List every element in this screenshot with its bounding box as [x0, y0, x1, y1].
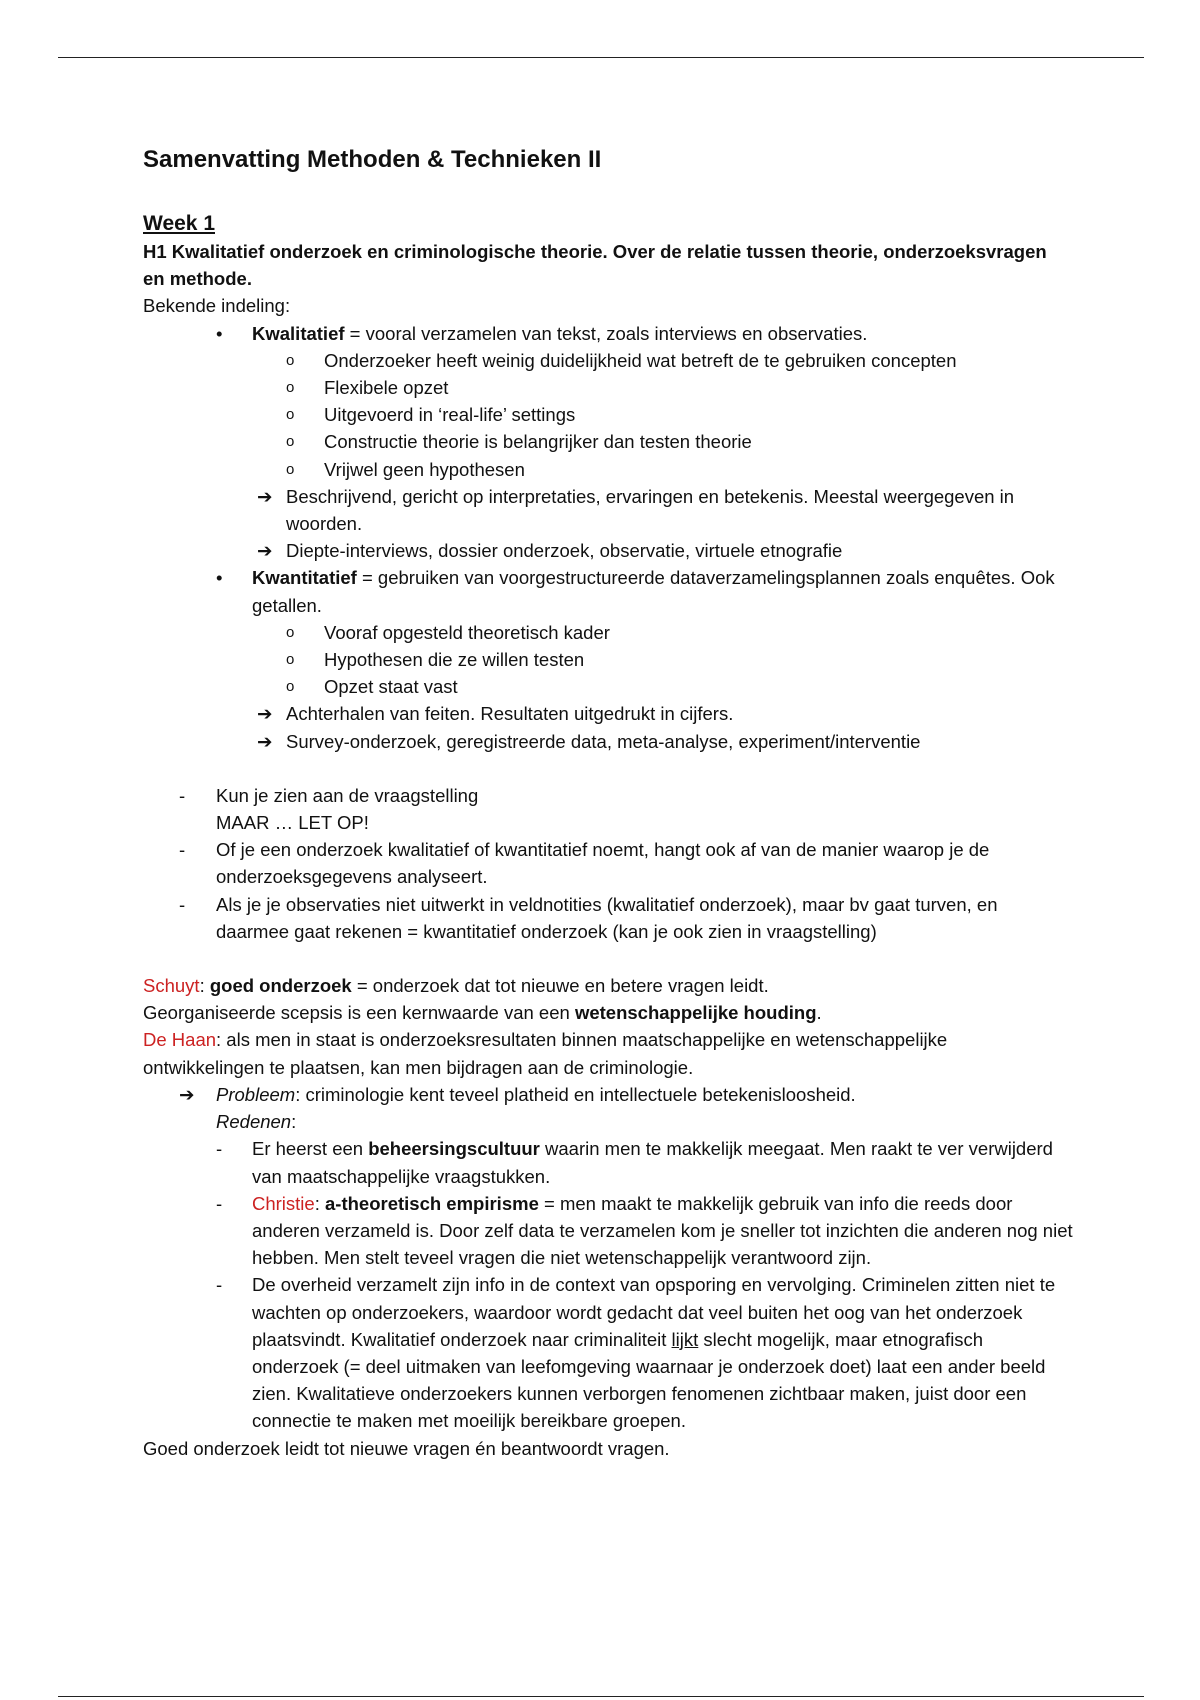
arrow-item: ➔ Beschrijvend, gericht op interpretaties, ervaringen en betekenis. Meestal weergegeven in woorden.: [143, 483, 1073, 537]
circle-bullet-icon: o: [286, 678, 295, 696]
dash-bullet-icon: -: [179, 784, 186, 806]
dehaan-paragraph: De Haan: als men in staat is onderzoeksresultaten binnen maatschappelijke en wetenschappelijke ontwikkelingen te plaatsen, kan men bijdragen aan de criminologie.: [143, 1029, 948, 1078]
document-body: [143, 140, 1073, 1462]
def-kwantitatief: = gebruiken van voorgestructureerde dataverzamelingsplannen zoals enquêtes. Ook getallen.: [252, 567, 1055, 616]
schuyt-paragraph: Schuyt: goed onderzoek = onderzoek dat tot nieuwe en betere vragen leidt.: [143, 975, 769, 997]
list-item: o Vrijwel geen hypothesen: [143, 456, 1073, 483]
circle-bullet-icon: o: [286, 433, 295, 451]
dash-bullet-icon: -: [216, 1274, 223, 1296]
list-item: o Flexibele opzet: [143, 374, 1073, 401]
circle-bullet-icon: o: [286, 379, 295, 397]
term-kwalitatief: Kwalitatief: [252, 322, 345, 344]
arrow-right-icon: ➔: [179, 1083, 195, 1105]
list-item: o Uitgevoerd in ‘real-life’ settings: [143, 401, 1073, 428]
author-christie: Christie: [252, 1192, 315, 1214]
footer-rule: [58, 1696, 1144, 1697]
arrow-right-icon: ➔: [257, 730, 273, 752]
arrow-right-icon: ➔: [257, 703, 273, 725]
arrow-item: ➔ Diepte-interviews, dossier onderzoek, observatie, virtuele etnografie: [143, 537, 1073, 564]
reason-item: - De overheid verzamelt zijn info in de context van opsporing en vervolging. Criminelen zitten niet te wachten op onderzoekers, waardoor wordt gedacht dat veel buiten het oog van het onderzoek plaatsvindt. Kwalitatief onderzoek naar criminaliteit lijkt slecht mogelijk, maar etnografisch onderzoek (= deel uitmaken van leefomgeving waarnaar je onderzoek doet) laat een ander beeld zien. Kwalitatieve onderzoekers kunnen verborgen fenomenen zichtbaar maken, juist door een connectie te maken met moeilijk bereikbare groepen.: [143, 1271, 1073, 1434]
circle-bullet-icon: o: [286, 623, 295, 641]
note-item: - Kun je zien aan de vraagstelling MAAR … LET OP!: [143, 782, 1073, 836]
author-de-haan: De Haan: [143, 1029, 217, 1051]
author-schuyt: Schuyt: [143, 975, 200, 997]
arrow-item: ➔ Survey-onderzoek, geregistreerde data, meta-analyse, experiment/interventie: [143, 728, 1073, 755]
def-kwalitatief: = vooral verzamelen van tekst, zoals interviews en observaties.: [344, 322, 868, 344]
circle-bullet-icon: o: [286, 351, 295, 369]
list-item: o Opzet staat vast: [143, 673, 1073, 700]
dash-bullet-icon: -: [179, 839, 186, 861]
reason-item: - Er heerst een beheersingscultuur waarin men te makkelijk meegaat. Men raakt te ver verwijderd van maatschappelijke vraagstukken.: [143, 1135, 1073, 1189]
intro-text: Bekende indeling:: [143, 295, 291, 317]
circle-bullet-icon: o: [286, 651, 295, 669]
header-rule: [58, 57, 1144, 58]
chapter-heading: H1 Kwalitatief onderzoek en criminologische theorie. Over de relatie tussen theorie, onderzoeksvragen en methode.: [143, 241, 1047, 290]
circle-bullet-icon: o: [286, 460, 295, 478]
probleem-item: ➔ Probleem: criminologie kent teveel platheid en intellectuele betekenisloosheid. Redenen:: [143, 1081, 1073, 1135]
circle-bullet-icon: o: [286, 406, 295, 424]
bullet-dot-icon: •: [216, 567, 223, 589]
dash-bullet-icon: -: [216, 1138, 223, 1160]
closing-text: Goed onderzoek leidt tot nieuwe vragen én beantwoordt vragen.: [143, 1437, 670, 1459]
list-item: o Vooraf opgesteld theoretisch kader: [143, 619, 1073, 646]
term-kwantitatief: Kwantitatief: [252, 567, 357, 589]
scepsis-paragraph: Georganiseerde scepsis is een kernwaarde van een wetenschappelijke houding.: [143, 1002, 822, 1024]
arrow-right-icon: ➔: [257, 485, 273, 507]
reason-item: - Christie: a-theoretisch empirisme = men maakt te makkelijk gebruik van info die reeds door anderen verzameld is. Door zelf data te verzamelen kom je sneller tot inzichten die anderen nog niet hebben. Men stelt teveel vragen die niet wetenschappelijk verantwoord zijn.: [143, 1190, 1073, 1272]
week-heading: Week 1: [143, 212, 215, 235]
dash-bullet-icon: -: [179, 893, 186, 915]
page-title: Samenvatting Methoden & Technieken II: [143, 146, 602, 173]
note-item: - Als je je observaties niet uitwerkt in veldnotities (kwalitatief onderzoek), maar bv gaat turven, en daarmee gaat rekenen = kwantitatief onderzoek (kan je ook zien in vraagstelling): [143, 891, 1073, 945]
list-item: o Hypothesen die ze willen testen: [143, 646, 1073, 673]
arrow-item: ➔ Achterhalen van feiten. Resultaten uitgedrukt in cijfers.: [143, 700, 1073, 727]
bullet-dot-icon: •: [216, 322, 223, 344]
list-item: o Constructie theorie is belangrijker dan testen theorie: [143, 428, 1073, 455]
list-item: o Onderzoeker heeft weinig duidelijkheid wat betreft de te gebruiken concepten: [143, 347, 1073, 374]
note-item: - Of je een onderzoek kwalitatief of kwantitatief noemt, hangt ook af van de manier waarop je de onderzoeksgegevens analyseert.: [143, 836, 1073, 890]
arrow-right-icon: ➔: [257, 540, 273, 562]
bullet-kwalitatief: [143, 320, 1073, 347]
dash-bullet-icon: -: [216, 1192, 223, 1214]
bullet-kwantitatief: [143, 564, 1073, 618]
